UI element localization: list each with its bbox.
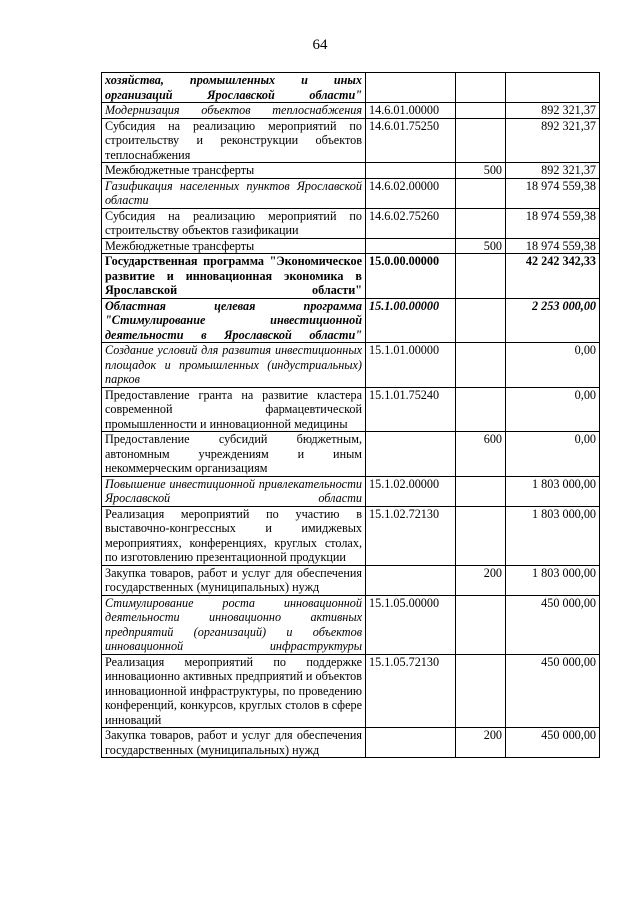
row-code-cell: 14.6.02.75260 bbox=[366, 208, 456, 238]
table-row bbox=[102, 178, 600, 208]
row-code-cell: 15.1.05.72130 bbox=[366, 654, 456, 728]
row-name-cell: Предоставление субсидий бюджетным, автономным учреждениям и иным некоммерческим организациям bbox=[102, 432, 366, 477]
table-row bbox=[102, 506, 600, 565]
row-expense-type-cell bbox=[456, 254, 506, 299]
table-row bbox=[102, 565, 600, 595]
row-expense-type-cell: 500 bbox=[456, 163, 506, 179]
row-amount-cell: 0,00 bbox=[506, 387, 600, 432]
row-expense-type-cell bbox=[456, 208, 506, 238]
row-amount-cell: 0,00 bbox=[506, 343, 600, 388]
row-name-cell: Создание условий для развития инвестиционных площадок и промышленных (индустриальных) парков bbox=[102, 343, 366, 388]
row-expense-type-cell bbox=[456, 595, 506, 654]
row-amount-cell bbox=[506, 73, 600, 103]
page-number: 64 bbox=[312, 37, 328, 53]
row-name-cell: Газификация населенных пунктов Ярославской области bbox=[102, 178, 366, 208]
row-code-cell: 14.6.02.00000 bbox=[366, 178, 456, 208]
row-expense-type-cell bbox=[456, 103, 506, 119]
row-code-cell: 15.1.00.00000 bbox=[366, 298, 456, 343]
row-code-cell: 15.1.01.75240 bbox=[366, 387, 456, 432]
row-name-cell: Модернизация объектов теплоснабжения bbox=[102, 103, 366, 119]
row-code-cell bbox=[366, 432, 456, 477]
row-code-cell bbox=[366, 728, 456, 758]
row-name-cell: Субсидия на реализацию мероприятий по строительству объектов газификации bbox=[102, 208, 366, 238]
row-name-cell: Реализация мероприятий по участию в выставочно-конгрессных и имиджевых мероприятиях, конференциях, круглых столах, по изготовлению презентационной продукции bbox=[102, 506, 366, 565]
table-row bbox=[102, 103, 600, 119]
row-name-cell: Закупка товаров, работ и услуг для обеспечения государственных (муниципальных) нужд bbox=[102, 565, 366, 595]
row-amount-cell: 0,00 bbox=[506, 432, 600, 477]
row-expense-type-cell bbox=[456, 73, 506, 103]
row-name-cell: Областная целевая программа "Стимулирование инвестиционной деятельности в Ярославской области" bbox=[102, 298, 366, 343]
table-row bbox=[102, 163, 600, 179]
budget-table-body bbox=[102, 73, 600, 758]
row-name-cell: Предоставление гранта на развитие кластера современной фармацевтической промышленности и инновационной медицины bbox=[102, 387, 366, 432]
row-expense-type-cell bbox=[456, 506, 506, 565]
row-amount-cell: 1 803 000,00 bbox=[506, 506, 600, 565]
row-code-cell bbox=[366, 238, 456, 254]
row-amount-cell: 42 242 342,33 bbox=[506, 254, 600, 299]
row-code-cell bbox=[366, 565, 456, 595]
row-amount-cell: 892 321,37 bbox=[506, 118, 600, 163]
row-code-cell: 15.0.00.00000 bbox=[366, 254, 456, 299]
row-amount-cell: 892 321,37 bbox=[506, 103, 600, 119]
row-name-cell: хозяйства, промышленных и иных организаций Ярославской области" bbox=[102, 73, 366, 103]
row-code-cell: 15.1.05.00000 bbox=[366, 595, 456, 654]
row-name-cell: Реализация мероприятий по поддержке инновационно активных предприятий и объектов инновационной инфраструктуры, по проведению конференций, конкурсов, круглых столов в сфере инноваций bbox=[102, 654, 366, 728]
table-row bbox=[102, 728, 600, 758]
row-expense-type-cell bbox=[456, 343, 506, 388]
table-row bbox=[102, 476, 600, 506]
row-name-cell: Межбюджетные трансферты bbox=[102, 163, 366, 179]
row-expense-type-cell: 500 bbox=[456, 238, 506, 254]
row-code-cell: 15.1.01.00000 bbox=[366, 343, 456, 388]
row-name-cell: Межбюджетные трансферты bbox=[102, 238, 366, 254]
row-code-cell: 15.1.02.00000 bbox=[366, 476, 456, 506]
table-row bbox=[102, 254, 600, 299]
row-expense-type-cell: 200 bbox=[456, 728, 506, 758]
row-amount-cell: 18 974 559,38 bbox=[506, 178, 600, 208]
row-amount-cell: 450 000,00 bbox=[506, 728, 600, 758]
row-name-cell: Стимулирование роста инновационной деятельности инновационно активных предприятий (организаций) и объектов инновационной инфраструктуры bbox=[102, 595, 366, 654]
table-row bbox=[102, 208, 600, 238]
row-expense-type-cell bbox=[456, 178, 506, 208]
row-name-cell: Государственная программа "Экономическое развитие и инновационная экономика в Ярославской области" bbox=[102, 254, 366, 299]
row-code-cell bbox=[366, 73, 456, 103]
row-expense-type-cell: 600 bbox=[456, 432, 506, 477]
table-row bbox=[102, 73, 600, 103]
row-expense-type-cell bbox=[456, 476, 506, 506]
row-amount-cell: 2 253 000,00 bbox=[506, 298, 600, 343]
row-amount-cell: 18 974 559,38 bbox=[506, 208, 600, 238]
row-amount-cell: 1 803 000,00 bbox=[506, 476, 600, 506]
row-name-cell: Закупка товаров, работ и услуг для обеспечения государственных (муниципальных) нужд bbox=[102, 728, 366, 758]
row-code-cell bbox=[366, 163, 456, 179]
table-row bbox=[102, 343, 600, 388]
row-amount-cell: 450 000,00 bbox=[506, 595, 600, 654]
row-amount-cell: 450 000,00 bbox=[506, 654, 600, 728]
table-row bbox=[102, 654, 600, 728]
row-amount-cell: 892 321,37 bbox=[506, 163, 600, 179]
row-code-cell: 14.6.01.75250 bbox=[366, 118, 456, 163]
table-row bbox=[102, 118, 600, 163]
table-row bbox=[102, 238, 600, 254]
table-row bbox=[102, 595, 600, 654]
row-name-cell: Субсидия на реализацию мероприятий по строительству и реконструкции объектов теплоснабжения bbox=[102, 118, 366, 163]
row-code-cell: 14.6.01.00000 bbox=[366, 103, 456, 119]
row-expense-type-cell bbox=[456, 298, 506, 343]
row-amount-cell: 1 803 000,00 bbox=[506, 565, 600, 595]
row-name-cell: Повышение инвестиционной привлекательности Ярославской области bbox=[102, 476, 366, 506]
row-expense-type-cell bbox=[456, 654, 506, 728]
row-expense-type-cell: 200 bbox=[456, 565, 506, 595]
row-expense-type-cell bbox=[456, 118, 506, 163]
row-expense-type-cell bbox=[456, 387, 506, 432]
budget-table bbox=[101, 72, 600, 758]
table-row bbox=[102, 387, 600, 432]
row-code-cell: 15.1.02.72130 bbox=[366, 506, 456, 565]
table-row bbox=[102, 432, 600, 477]
row-amount-cell: 18 974 559,38 bbox=[506, 238, 600, 254]
table-row bbox=[102, 298, 600, 343]
